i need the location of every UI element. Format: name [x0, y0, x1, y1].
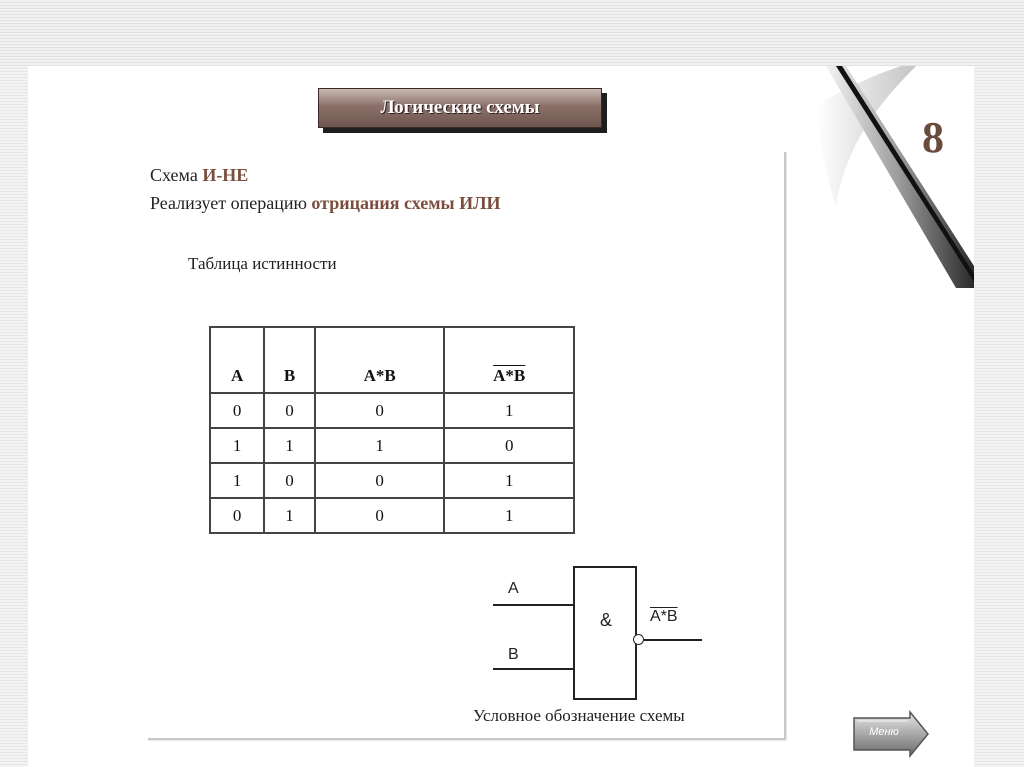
description-suffix: ИЛИ [454, 193, 501, 213]
right-stripe-band [974, 66, 1024, 767]
output-label: A*B [650, 608, 678, 625]
input-a-wire [493, 604, 573, 606]
cell: 1 [444, 393, 574, 428]
table-row [210, 393, 574, 428]
diagram-caption: Условное обозначение схемы [473, 706, 685, 725]
input-b-label: B [508, 646, 519, 663]
header-not-a-and-b: A*B [444, 327, 574, 393]
table-row [210, 498, 574, 533]
corner-decoration-graphic [806, 66, 974, 288]
scheme-name-line [150, 165, 248, 186]
cell: 0 [315, 463, 445, 498]
cell: 1 [444, 463, 574, 498]
cell: 1 [264, 498, 315, 533]
frame-right-edge [784, 152, 786, 740]
header-b: B [264, 327, 315, 393]
scheme-description-line [150, 193, 501, 214]
menu-button-label[interactable]: Меню [869, 726, 899, 738]
inversion-bubble [633, 634, 644, 645]
slide-number: 8 [922, 113, 944, 162]
truth-table-header-row [210, 327, 574, 393]
cell: 1 [264, 428, 315, 463]
truth-table [209, 326, 575, 534]
cell: 0 [210, 393, 264, 428]
cell: 0 [315, 498, 445, 533]
cell: 0 [264, 463, 315, 498]
top-stripe-band [0, 0, 1024, 66]
input-b-wire [493, 668, 573, 670]
slide-title: Логические схемы [380, 97, 540, 118]
cell: 1 [210, 428, 264, 463]
output-wire [644, 639, 702, 641]
nand-gate-body [573, 566, 637, 700]
left-stripe-band [0, 66, 28, 767]
table-row [210, 463, 574, 498]
cell: 1 [210, 463, 264, 498]
scheme-name-prefix: Схема [150, 165, 203, 185]
gate-symbol: & [600, 610, 613, 630]
cell: 0 [264, 393, 315, 428]
slide-title-box [318, 88, 602, 128]
input-a-label: A [508, 580, 519, 597]
frame-bottom-edge [148, 738, 786, 740]
header-a-and-b: A*B [315, 327, 445, 393]
truth-table-caption: Таблица истинности [188, 254, 337, 273]
scheme-name-highlight: И-НЕ [202, 165, 249, 185]
cell: 1 [315, 428, 445, 463]
cell: 0 [315, 393, 445, 428]
description-highlight: отрицания схемы [311, 193, 455, 213]
cell: 1 [444, 498, 574, 533]
cell: 0 [444, 428, 574, 463]
header-a: A [210, 327, 264, 393]
description-prefix: Реализует операцию [150, 193, 312, 213]
table-row [210, 428, 574, 463]
cell: 0 [210, 498, 264, 533]
